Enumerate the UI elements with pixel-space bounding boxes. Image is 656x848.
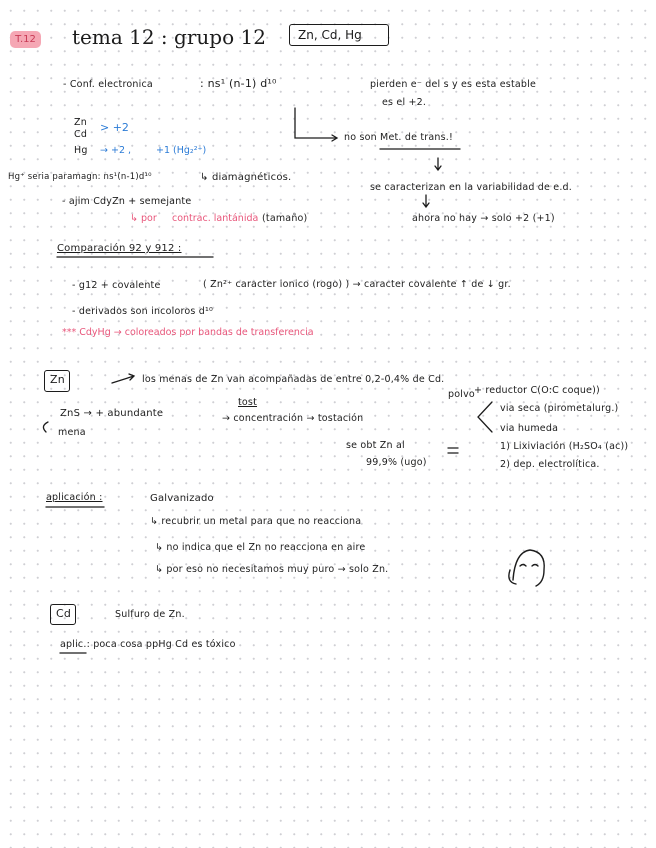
zns-abundant: ZnS → + abundante bbox=[60, 408, 164, 419]
electrolytic-step: 2) dep. electrolítica. bbox=[500, 459, 600, 470]
pierden-line-1: pierden e⁻ del s y es esta estable bbox=[370, 79, 537, 90]
element-hg: Hg bbox=[74, 145, 88, 156]
zn-arrow bbox=[112, 374, 134, 383]
lanthanide-contraction: contrac. lantánida bbox=[172, 213, 259, 224]
ox-state-hg-1: → +2 , bbox=[100, 145, 132, 156]
diamagnetic-label: ↳ diamagnéticos. bbox=[200, 172, 292, 183]
down-arrow-1 bbox=[435, 158, 441, 170]
lixiviation-step: 1) Lixiviación (H₂SO₄ (ac)) bbox=[500, 441, 629, 452]
wet-route: via humeda bbox=[500, 423, 559, 434]
ox-state-zn-cd: > +2 bbox=[100, 121, 129, 134]
topic-badge: T.12 bbox=[10, 31, 41, 48]
down-arrow-2 bbox=[423, 195, 429, 207]
zn-box-label: Zn bbox=[50, 373, 65, 386]
doodle-face-icon bbox=[509, 550, 544, 586]
page-title: tema 12 : grupo 12 bbox=[72, 25, 266, 49]
reductor-note: + reductor C(O:C coque)) bbox=[474, 385, 600, 396]
tamano-label: (tamaño) bbox=[262, 213, 308, 224]
galvanize-line-1: ↳ recubrir un metal para que no reacciona bbox=[150, 516, 362, 527]
obtain-zn: se obt Zn al bbox=[346, 440, 405, 451]
galvanize-line-3: ↳ por eso no necesitamos muy puro → solo Zn. bbox=[155, 564, 389, 575]
zinc-sulfide: Sulfuro de Zn. bbox=[115, 609, 185, 620]
config-arrow bbox=[295, 108, 336, 138]
element-zn: Zn bbox=[74, 117, 87, 128]
curl-arrow bbox=[43, 422, 48, 432]
dry-route: via seca (pirometalurg.) bbox=[500, 403, 619, 414]
galvanized: Galvanizado bbox=[150, 493, 214, 504]
not-transition-text: no son Met. de trans.! bbox=[344, 132, 454, 143]
config-formula: : ns¹ (n-1) d¹⁰ bbox=[200, 77, 277, 90]
concentration-roasting: → concentración → tostación bbox=[222, 413, 364, 424]
tost-label: tost bbox=[238, 397, 258, 408]
purity-value: 99,9% (ugo) bbox=[366, 457, 427, 468]
ahora-no-hay: ahora no hay → solo +2 (+1) bbox=[412, 213, 555, 224]
galvanize-line-2: ↳ no indica que el Zn no reacciona en aire bbox=[155, 542, 366, 553]
application-label: aplicación : bbox=[46, 492, 103, 503]
zn-ores-note: los menas de Zn van acompañadas de entre 0,2-0,4% de Cd. bbox=[142, 374, 445, 385]
routes-bracket bbox=[478, 402, 492, 432]
cd-box-label: Cd bbox=[56, 607, 72, 620]
cd-application: aplic.: poca cosa ppHg Cd es tóxico bbox=[60, 639, 236, 650]
element-cd: Cd bbox=[74, 129, 88, 140]
zn-ionic-character: ( Zn²⁺ caracter ionico (rogo) ) → caracter covalente ↑ de ↓ gr. bbox=[203, 279, 511, 290]
polvo-label: polvo bbox=[448, 389, 475, 400]
cd-zn-similar: - ajim CdyZn + semejante bbox=[62, 196, 192, 207]
hg-paramagnetic: Hg⁺ seria paramagn: ns¹(n-1)d¹⁰ bbox=[8, 172, 152, 182]
colored-by-charge-transfer: *** CdyHg → coloreados por bandas de transferencia bbox=[62, 327, 314, 338]
config-label: - Conf. electronica bbox=[63, 79, 153, 90]
contraction-arrow: ↳ por bbox=[130, 213, 157, 224]
elements-box-label: Zn, Cd, Hg bbox=[298, 28, 362, 42]
g12-covalent: - g12 + covalente bbox=[72, 280, 161, 291]
ox-state-hg-2: +1 (Hg₂²⁺) bbox=[156, 145, 207, 156]
se-caracterizan: se caracterizan en la variabilidad de e.d. bbox=[370, 182, 573, 193]
comparison-heading: Comparación 92 y 912 : bbox=[57, 243, 182, 254]
colorless-derivatives: - derivados son incoloros d¹⁰ bbox=[72, 306, 213, 317]
pierden-line-2: es el +2. bbox=[382, 97, 427, 108]
mena-label: mena bbox=[58, 427, 86, 438]
